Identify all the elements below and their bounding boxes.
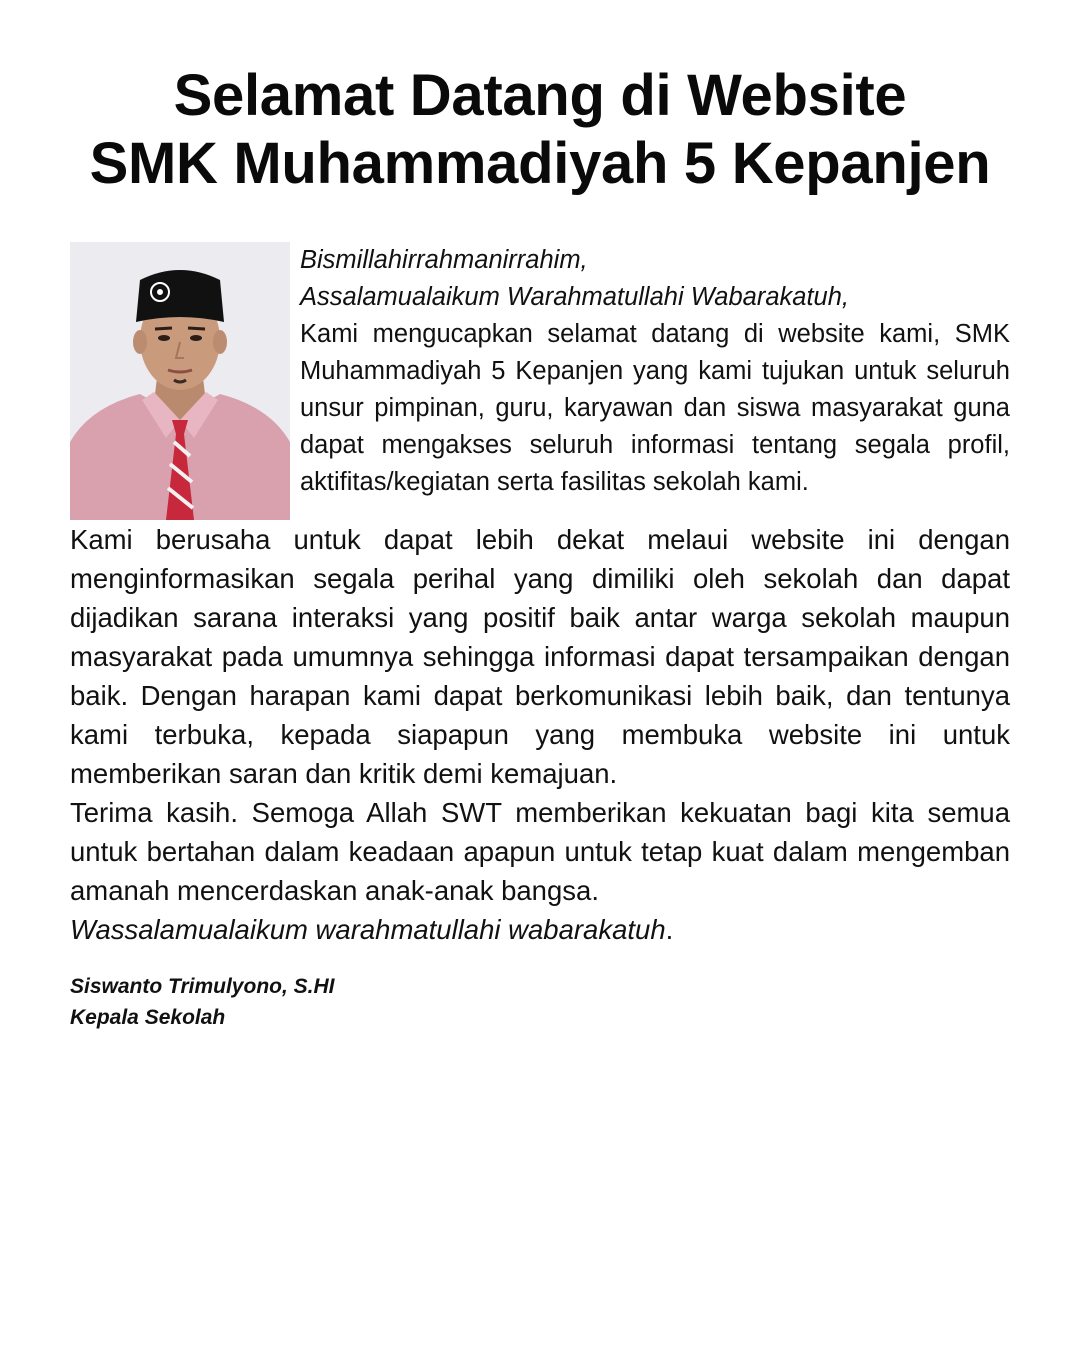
- signature-block: [70, 971, 1010, 1033]
- signature-name: Siswanto Trimulyono, S.HI: [70, 975, 335, 998]
- page-title: [70, 62, 1010, 198]
- closing-period: .: [665, 914, 674, 945]
- closing-line: [70, 910, 1010, 949]
- signature-position: Kepala Sekolah: [70, 1006, 226, 1029]
- page-title-line-1: Selamat Datang di Website: [173, 63, 907, 128]
- closing-salam: Wassalamualaikum warahmatullahi wabarakatuh: [70, 914, 666, 945]
- intro-paragraph: Kami mengucapkan selamat datang di website kami, SMK Muhammadiyah 5 Kepanjen yang kami tujukan untuk seluruh unsur pimpinan, guru, karyawan dan siswa masyarakat guna dapat mengakses seluruh informasi tentang segala profil, aktifitas/kegiatan serta fasilitas sekolah kami.: [300, 320, 1010, 496]
- body-paragraph-2: Terima kasih. Semoga Allah SWT memberikan kekuatan bagi kita semua untuk bertahan dalam keadaan apapun untuk tetap kuat dalam mengemban amanah mencerdaskan anak-anak bangsa.: [70, 797, 1010, 906]
- principal-portrait-icon: [70, 242, 290, 520]
- intro-section: [70, 242, 1010, 520]
- principal-photo: [70, 242, 290, 520]
- greeting-bismillah: Bismillahirrahmanirrahim,: [300, 246, 588, 274]
- intro-text: [300, 242, 1010, 501]
- greeting-salam: Assalamualaikum Warahmatullahi Wabarakatuh,: [300, 283, 849, 311]
- body-section: [70, 520, 1010, 949]
- body-paragraph-1: Kami berusaha untuk dapat lebih dekat melaui website ini dengan menginformasikan segala perihal yang dimiliki oleh sekolah dan dapat dijadikan sarana interaksi yang positif baik antar warga sekolah maupun masyarakat pada umumnya sehingga informasi dapat tersampaikan dengan baik. Dengan harapan kami dapat berkomunikasi lebih baik, dan tentunya kami terbuka, kepada siapapun yang membuka website ini untuk memberikan saran dan kritik demi kemajuan.: [70, 524, 1010, 789]
- welcome-page: [70, 0, 1010, 1033]
- page-title-line-2: SMK Muhammadiyah 5 Kepanjen: [89, 131, 991, 196]
